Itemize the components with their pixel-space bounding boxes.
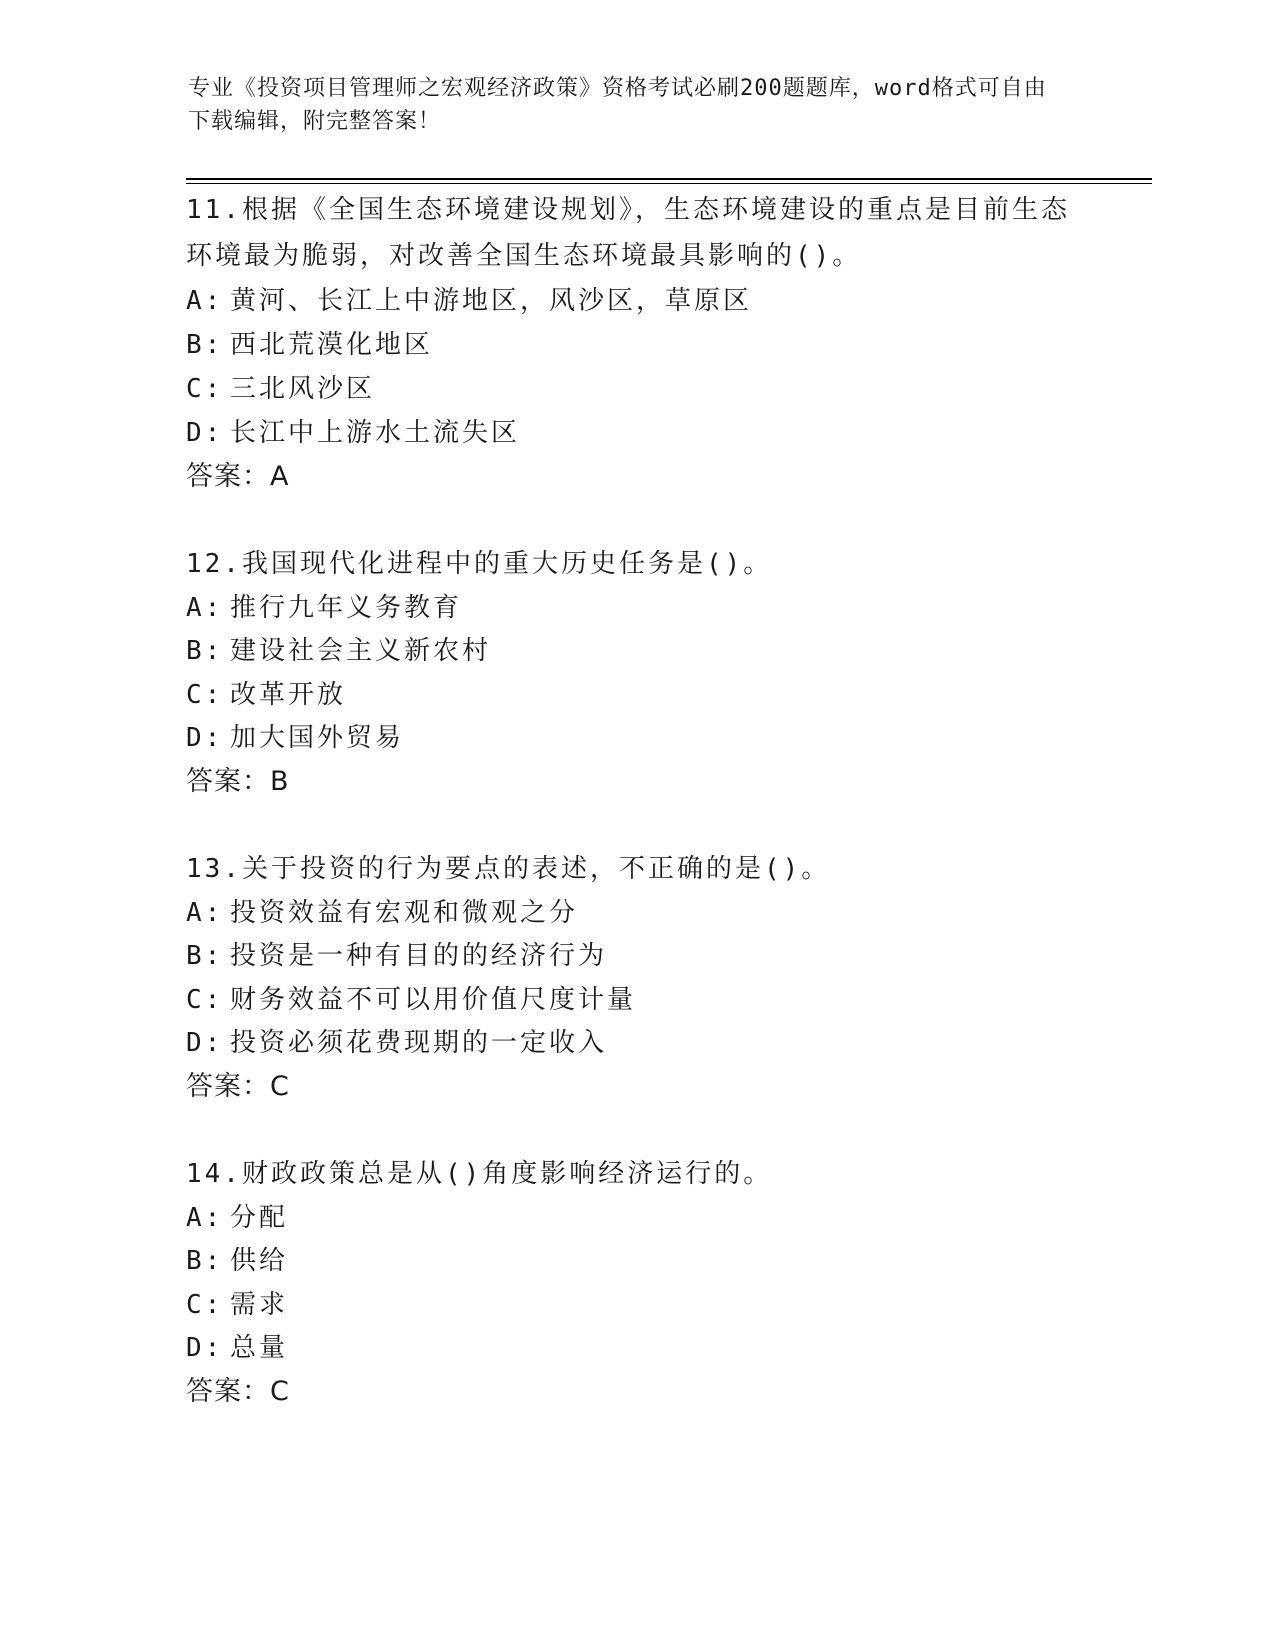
option-text: 财务效益不可以用价值尺度计量 — [230, 985, 637, 1015]
question-14-answer: 答案：C — [186, 1376, 290, 1407]
question-14-option-d — [186, 1325, 288, 1371]
option-label: C: — [186, 374, 224, 404]
option-label: C: — [186, 1290, 224, 1320]
option-label: B: — [186, 941, 224, 971]
question-11-option-b — [186, 322, 433, 368]
option-label: D: — [186, 1333, 224, 1363]
option-text: 总量 — [230, 1333, 289, 1363]
question-14-option-a — [186, 1195, 288, 1241]
option-text: 供给 — [230, 1246, 289, 1276]
option-text: 建设社会主义新农村 — [230, 636, 492, 666]
option-label: C: — [186, 985, 224, 1015]
question-12-option-c — [186, 672, 346, 718]
header-divider-thick — [186, 178, 1152, 180]
option-text: 分配 — [230, 1203, 289, 1233]
question-11-answer: 答案：A — [186, 461, 290, 492]
question-12-option-d — [186, 715, 404, 761]
question-14-option-c — [186, 1282, 288, 1328]
option-text: 需求 — [230, 1290, 289, 1320]
option-label: D: — [186, 1028, 224, 1058]
question-13-answer: 答案：C — [186, 1071, 290, 1102]
question-11-stem: 11.根据《全国生态环境建设规划》，生态环境建设的重点是目前生态环境最为脆弱，对改善全国生态环境最具影响的()。 — [186, 195, 1070, 271]
question-13-option-a — [186, 890, 578, 936]
option-label: D: — [186, 418, 224, 448]
question-12-stem: 12.我国现代化进程中的重大历史任务是()。 — [186, 549, 773, 579]
document-header: 专业《投资项目管理师之宏观经济政策》资格考试必刷200题题库，word格式可自由下载编辑，附完整答案！ — [188, 76, 1047, 134]
question-13-option-d — [186, 1020, 607, 1066]
question-13-stem: 13.关于投资的行为要点的表述，不正确的是()。 — [186, 854, 831, 884]
question-12-option-a — [186, 585, 462, 631]
option-label: B: — [186, 636, 224, 666]
option-text: 长江中上游水土流失区 — [230, 418, 521, 448]
option-label: D: — [186, 723, 224, 753]
option-label: B: — [186, 1246, 224, 1276]
question-11-option-c — [186, 366, 375, 412]
option-text: 三北风沙区 — [230, 374, 376, 404]
question-12-option-b — [186, 628, 491, 674]
question-11-option-a — [186, 278, 752, 324]
option-label: A: — [186, 1203, 224, 1233]
option-label: C: — [186, 680, 224, 710]
option-text: 投资必须花费现期的一定收入 — [230, 1028, 608, 1058]
option-text: 西北荒漠化地区 — [230, 330, 434, 360]
question-12-answer: 答案：B — [186, 766, 290, 797]
option-text: 加大国外贸易 — [230, 723, 405, 753]
option-text: 改革开放 — [230, 680, 347, 710]
option-label: A: — [186, 593, 224, 623]
option-text: 投资效益有宏观和微观之分 — [230, 898, 579, 928]
question-11-option-d — [186, 410, 520, 456]
question-14-option-b — [186, 1238, 288, 1284]
option-label: B: — [186, 330, 224, 360]
option-label: A: — [186, 898, 224, 928]
option-text: 黄河、长江上中游地区，风沙区，草原区 — [230, 286, 753, 316]
question-13-option-b — [186, 933, 607, 979]
option-text: 推行九年义务教育 — [230, 593, 463, 623]
option-text: 投资是一种有目的的经济行为 — [230, 941, 608, 971]
question-13-option-c — [186, 977, 636, 1023]
question-14-stem: 14.财政政策总是从()角度影响经济运行的。 — [186, 1159, 773, 1189]
option-label: A: — [186, 286, 224, 316]
header-divider-thin — [186, 183, 1152, 184]
